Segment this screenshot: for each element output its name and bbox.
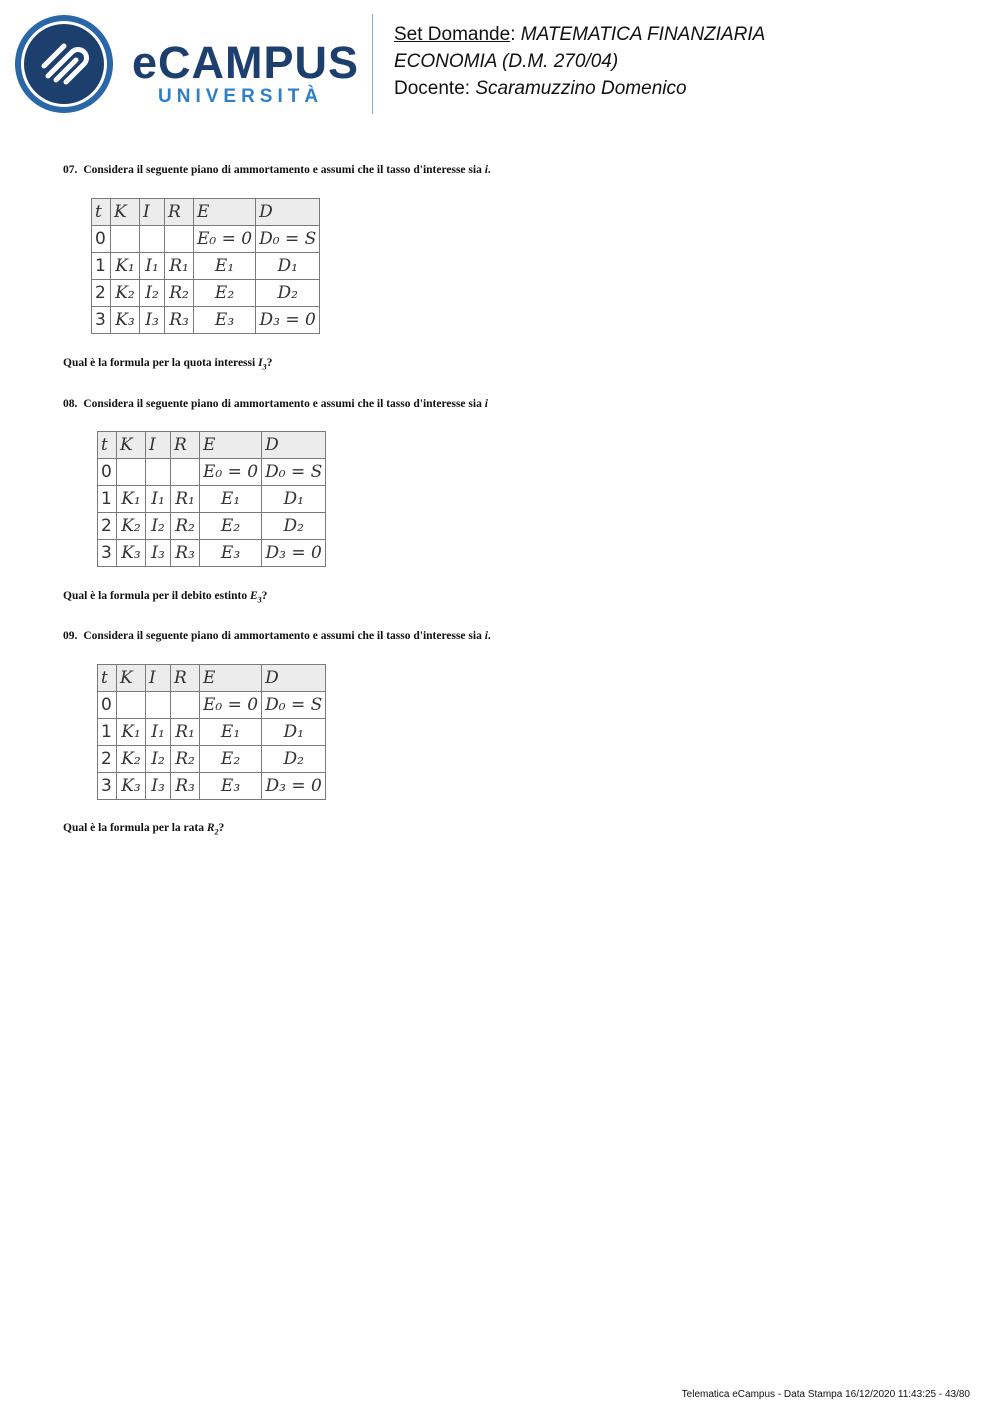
question-var: i — [484, 630, 488, 642]
table-row — [98, 746, 326, 773]
table-cell — [117, 692, 146, 719]
ask-text: Qual è la formula per il debito estinto — [63, 590, 248, 602]
set-label: Set Domande — [394, 24, 511, 45]
ask-end: ? — [266, 357, 273, 369]
table-header-cell: R — [171, 432, 200, 459]
table-header-row — [92, 199, 320, 226]
table-cell: K₃ — [111, 307, 140, 334]
page-footer: Telematica eCampus - Data Stampa 16/12/2020 11:43:25 - 43/80 — [681, 1389, 970, 1400]
table-cell: R₃ — [171, 540, 200, 567]
question-var: i — [484, 398, 488, 410]
header-divider — [372, 14, 373, 114]
table-cell: E₃ — [200, 773, 262, 800]
table-cell: 1 — [92, 253, 111, 280]
table-cell: I₁ — [146, 719, 171, 746]
table-cell: R₂ — [171, 513, 200, 540]
table-row — [98, 486, 326, 513]
table-header-row — [98, 432, 326, 459]
ask-var: E — [249, 590, 258, 602]
question-number: 08. — [63, 398, 78, 410]
table-cell: R₁ — [171, 486, 200, 513]
table-cell: D₃ = 0 — [256, 307, 320, 334]
table-cell: 1 — [98, 486, 117, 513]
table-cell: 0 — [98, 692, 117, 719]
ask-end: ? — [218, 822, 225, 834]
set-title: MATEMATICA FINANZIARIA — [520, 24, 766, 45]
docente-label: Docente — [394, 78, 465, 99]
table-cell — [165, 226, 194, 253]
table-cell: D₃ = 0 — [262, 773, 326, 800]
table-cell: D₁ — [256, 253, 320, 280]
table-cell: 2 — [98, 746, 117, 773]
table-cell: E₀ = 0 — [200, 692, 262, 719]
table-cell: 2 — [92, 280, 111, 307]
table-header-cell: D — [262, 665, 326, 692]
brand-name: eCAMPUS — [132, 37, 360, 88]
table-cell: K₂ — [117, 746, 146, 773]
table-cell — [111, 226, 140, 253]
table-cell: 3 — [98, 540, 117, 567]
table-cell: K₂ — [111, 280, 140, 307]
table-header-cell: R — [171, 665, 200, 692]
table-cell: E₂ — [194, 280, 256, 307]
question-number: 07. — [63, 164, 78, 176]
table-cell — [117, 459, 146, 486]
table-cell: R₁ — [171, 719, 200, 746]
table-header-cell: E — [194, 199, 256, 226]
question-end: . — [487, 164, 491, 176]
question-stem: Considera il seguente piano di ammortamento e assumi che il tasso d'interesse sia — [83, 164, 482, 176]
table-cell — [171, 692, 200, 719]
table-cell: D₀ = S — [262, 459, 326, 486]
table-header-cell: I — [146, 665, 171, 692]
question-end: . — [487, 630, 491, 642]
ask-sub: 3 — [257, 595, 262, 605]
table-header-cell: D — [256, 199, 320, 226]
table-header-cell: K — [117, 432, 146, 459]
table-header-cell: t — [98, 665, 117, 692]
table-header-row — [98, 665, 326, 692]
ask-end: ? — [261, 590, 268, 602]
table-header-cell: K — [111, 199, 140, 226]
table-cell: I₂ — [146, 513, 171, 540]
table-cell: E₁ — [194, 253, 256, 280]
table-cell — [146, 459, 171, 486]
table-cell: K₃ — [117, 540, 146, 567]
question-08-ask — [63, 590, 267, 604]
ask-sub: 2 — [214, 827, 219, 837]
table-cell: I₁ — [146, 486, 171, 513]
table-cell: K₂ — [117, 513, 146, 540]
table-cell: D₂ — [256, 280, 320, 307]
table-cell: I₂ — [146, 746, 171, 773]
table-cell: D₂ — [262, 513, 326, 540]
table-cell: E₁ — [200, 486, 262, 513]
table-cell: E₀ = 0 — [200, 459, 262, 486]
table-header-cell: E — [200, 432, 262, 459]
ecampus-logo-icon — [14, 14, 114, 114]
question-number: 09. — [63, 630, 78, 642]
brand-sub: UNIVERSITÀ — [158, 86, 324, 107]
table-cell: I₃ — [146, 540, 171, 567]
table-cell: R₂ — [171, 746, 200, 773]
amortization-table-08 — [97, 431, 326, 567]
table-row — [92, 280, 320, 307]
question-var: i — [484, 164, 488, 176]
table-cell: E₂ — [200, 746, 262, 773]
table-cell — [140, 226, 165, 253]
table-cell: 0 — [92, 226, 111, 253]
brand — [132, 37, 360, 108]
table-cell: E₀ = 0 — [194, 226, 256, 253]
table-cell: I₃ — [146, 773, 171, 800]
question-07-ask — [63, 357, 272, 371]
table-header-cell: E — [200, 665, 262, 692]
table-cell: I₂ — [140, 280, 165, 307]
table-cell: R₃ — [165, 307, 194, 334]
question-stem: Considera il seguente piano di ammortamento e assumi che il tasso d'interesse sia — [83, 398, 482, 410]
table-cell: D₁ — [262, 719, 326, 746]
amortization-table-09 — [97, 664, 326, 800]
header-info: Set Domande: MATEMATICA FINANZIARIA ECONOMIA (D.M. 270/04) Docente: Scaramuzzino Domenico — [394, 24, 766, 99]
ask-var: I — [258, 357, 263, 369]
table-cell: E₃ — [200, 540, 262, 567]
table-header-cell: R — [165, 199, 194, 226]
table-cell: R₁ — [165, 253, 194, 280]
table-header-cell: D — [262, 432, 326, 459]
table-cell: D₃ = 0 — [262, 540, 326, 567]
table-row — [92, 226, 320, 253]
docente-name: Scaramuzzino Domenico — [475, 78, 687, 99]
table-cell — [171, 459, 200, 486]
table-cell: K₁ — [117, 486, 146, 513]
question-07 — [63, 164, 491, 176]
table-cell: D₂ — [262, 746, 326, 773]
table-header-cell: K — [117, 665, 146, 692]
table-row — [92, 253, 320, 280]
ask-var: R — [206, 822, 215, 834]
table-cell: E₂ — [200, 513, 262, 540]
table-row — [98, 692, 326, 719]
table-cell: D₀ = S — [256, 226, 320, 253]
table-cell: 1 — [98, 719, 117, 746]
table-cell: I₁ — [140, 253, 165, 280]
table-cell: E₁ — [200, 719, 262, 746]
question-09-ask — [63, 822, 224, 836]
table-row — [98, 513, 326, 540]
ask-text: Qual è la formula per la quota interessi — [63, 357, 256, 369]
table-cell: R₃ — [171, 773, 200, 800]
table-cell: 3 — [92, 307, 111, 334]
table-row — [92, 307, 320, 334]
table-header-cell: I — [146, 432, 171, 459]
table-cell: I₃ — [140, 307, 165, 334]
table-row — [98, 719, 326, 746]
table-cell: K₁ — [117, 719, 146, 746]
table-cell: K₃ — [117, 773, 146, 800]
table-cell: 2 — [98, 513, 117, 540]
table-cell: 3 — [98, 773, 117, 800]
question-stem: Considera il seguente piano di ammortamento e assumi che il tasso d'interesse sia — [83, 630, 482, 642]
question-08 — [63, 398, 488, 410]
table-header-cell: I — [140, 199, 165, 226]
table-cell: D₀ = S — [262, 692, 326, 719]
table-cell — [146, 692, 171, 719]
ask-text: Qual è la formula per la rata — [63, 822, 204, 834]
question-09 — [63, 630, 491, 642]
table-cell: D₁ — [262, 486, 326, 513]
course-name: ECONOMIA (D.M. 270/04) — [394, 51, 619, 72]
table-header-cell: t — [98, 432, 117, 459]
table-cell: 0 — [98, 459, 117, 486]
table-header-cell: t — [92, 199, 111, 226]
amortization-table-07 — [91, 198, 320, 334]
ask-sub: 3 — [262, 362, 267, 372]
table-cell: R₂ — [165, 280, 194, 307]
table-cell: K₁ — [111, 253, 140, 280]
table-row — [98, 459, 326, 486]
table-row — [98, 773, 326, 800]
table-cell: E₃ — [194, 307, 256, 334]
table-row — [98, 540, 326, 567]
